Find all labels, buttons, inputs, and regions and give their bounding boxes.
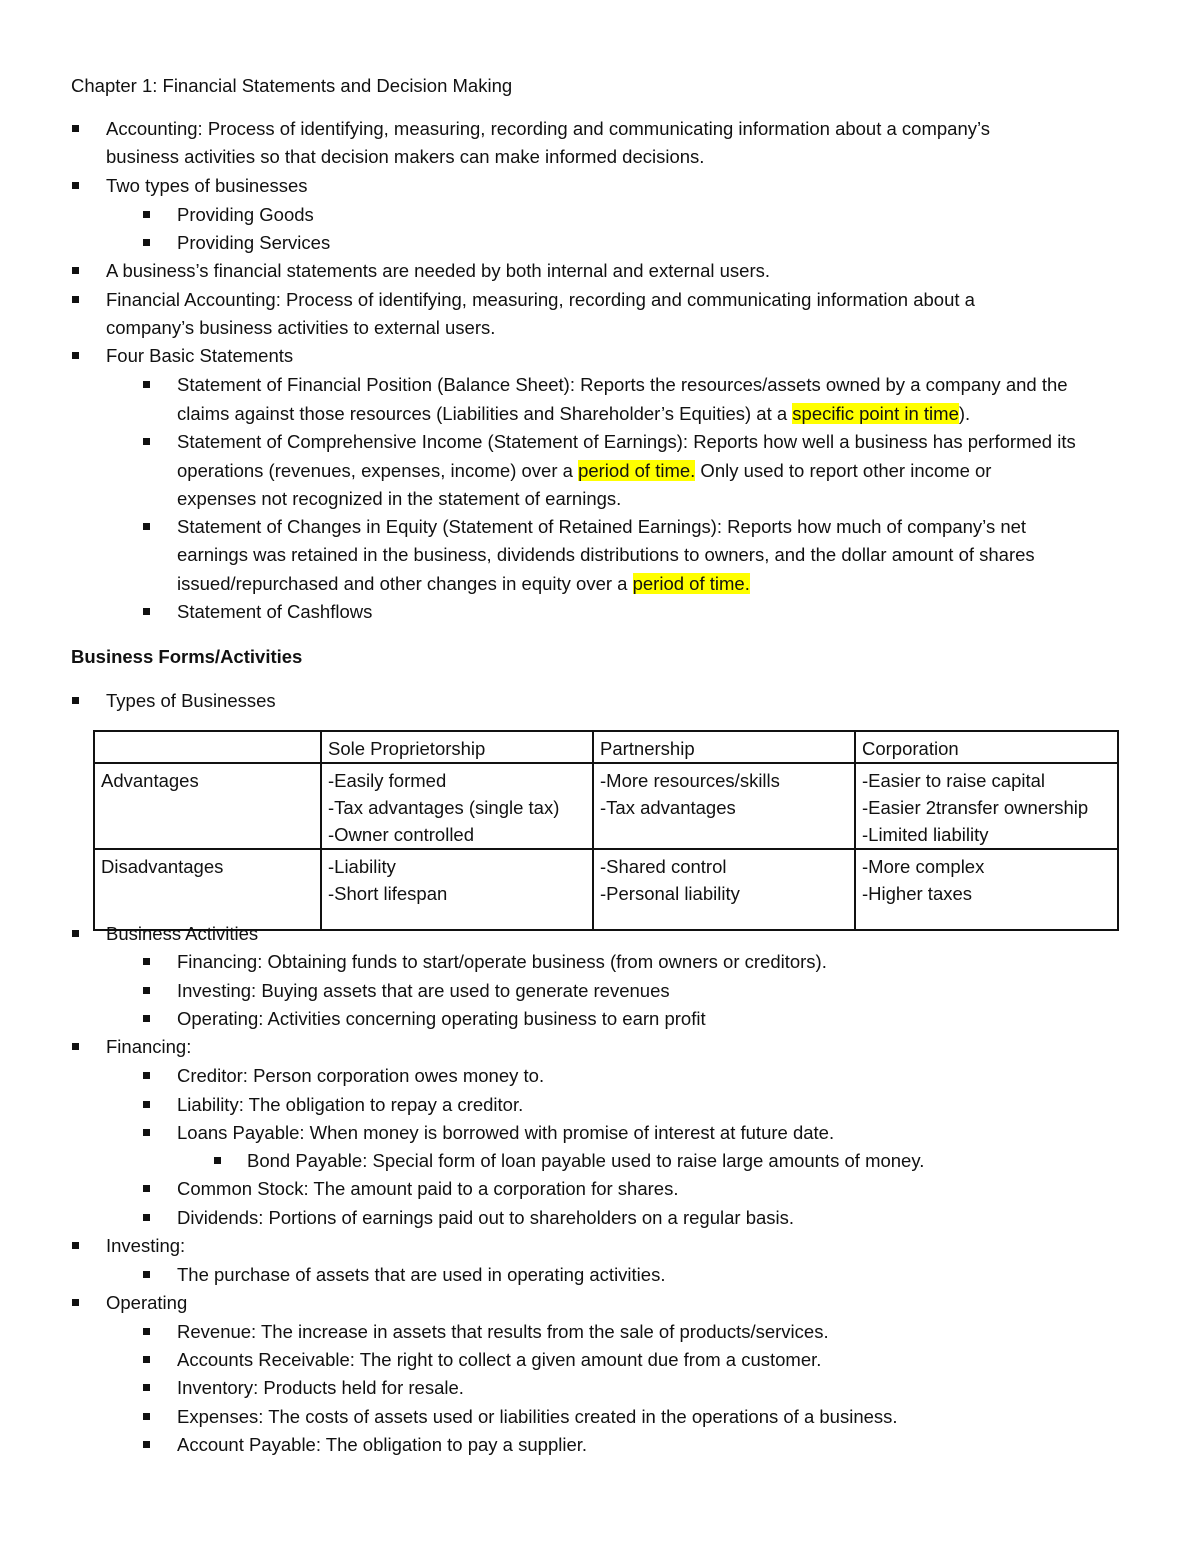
- cell-line: -More resources/skills: [600, 770, 780, 791]
- bullet-icon: [143, 381, 150, 388]
- table-row: [94, 849, 1118, 930]
- bullet-operating: Operating: [106, 1292, 188, 1313]
- bullet-icon: [143, 1185, 150, 1192]
- section-heading: Business Forms/Activities: [71, 646, 303, 667]
- operating-expenses: Expenses: The costs of assets used or liabilities created in the operations of a business.: [177, 1406, 898, 1427]
- financing-dividends: Dividends: Portions of earnings paid out to shareholders on a regular basis.: [177, 1207, 795, 1228]
- bullet-icon: [143, 1441, 150, 1448]
- bullet-investing: Investing:: [106, 1235, 186, 1256]
- bullet-icon: [143, 1384, 150, 1391]
- statement-cashflows: Statement of Cashflows: [177, 601, 373, 622]
- table-header-cell: Sole Proprietorship: [321, 731, 593, 763]
- bullet-icon: [72, 697, 79, 704]
- investing-purchase: The purchase of assets that are used in operating activities.: [177, 1264, 666, 1285]
- financing-creditor: Creditor: Person corporation owes money to.: [177, 1065, 545, 1086]
- bullet-icon: [143, 1129, 150, 1136]
- bullet-icon: [72, 352, 79, 359]
- cell-line: -Higher taxes: [862, 883, 973, 904]
- bullet-icon: [72, 930, 79, 937]
- statement-equity-line1: Statement of Changes in Equity (Statement of Retained Earnings): Reports how much of company’s net: [177, 516, 1027, 537]
- bullet-icon: [72, 1242, 79, 1249]
- statement-income-line3: expenses not recognized in the statement of earnings.: [177, 488, 622, 509]
- table-row: [94, 763, 1118, 849]
- operating-accounts-receivable: Accounts Receivable: The right to collect a given amount due from a customer.: [177, 1349, 822, 1370]
- sub-bullet-services: Providing Services: [177, 232, 331, 253]
- activity-investing: Investing: Buying assets that are used to generate revenues: [177, 980, 670, 1001]
- bullet-icon: [143, 1015, 150, 1022]
- bullet-icon: [143, 1356, 150, 1363]
- bullet-icon: [143, 958, 150, 965]
- bullet-icon: [72, 182, 79, 189]
- statement-income-line2: operations (revenues, expenses, income) over a period of time. Only used to report other income or: [177, 460, 992, 481]
- cell-line: -Liability: [328, 856, 396, 877]
- statement-financial-position-line2: claims against those resources (Liabilities and Shareholder’s Equities) at a specific point in time).: [177, 403, 971, 424]
- bullet-icon: [143, 1101, 150, 1108]
- operating-inventory: Inventory: Products held for resale.: [177, 1377, 464, 1398]
- bullet-financing: Financing:: [106, 1036, 192, 1057]
- financing-liability: Liability: The obligation to repay a creditor.: [177, 1094, 524, 1115]
- bullet-icon: [143, 1271, 150, 1278]
- cell-line: -Owner controlled: [328, 824, 475, 845]
- table-header-cell: Corporation: [855, 731, 1118, 763]
- financing-bond-payable: Bond Payable: Special form of loan payable used to raise large amounts of money.: [247, 1150, 925, 1171]
- table-header-cell: Partnership: [593, 731, 855, 763]
- cell-line: -Easier 2transfer ownership: [862, 797, 1089, 818]
- bullet-icon: [143, 608, 150, 615]
- bullet-icon: [72, 125, 79, 132]
- bullet-icon: [143, 523, 150, 530]
- bullet-icon: [143, 1214, 150, 1221]
- table-cell: [321, 763, 593, 849]
- table-header-row: [94, 731, 1118, 763]
- cell-line: -Easily formed: [328, 770, 447, 791]
- sub-bullet-goods: Providing Goods: [177, 204, 314, 225]
- cell-line: -Tax advantages (single tax): [328, 797, 560, 818]
- cell-line: -Personal liability: [600, 883, 740, 904]
- table-cell: [855, 763, 1118, 849]
- table-cell: [855, 849, 1118, 930]
- cell-line: -Limited liability: [862, 824, 989, 845]
- activity-operating: Operating: Activities concerning operating business to earn profit: [177, 1008, 706, 1029]
- table-cell: [593, 763, 855, 849]
- table-cell: [321, 849, 593, 930]
- financing-loans-payable: Loans Payable: When money is borrowed with promise of interest at future date.: [177, 1122, 835, 1143]
- statement-equity-line3: issued/repurchased and other changes in equity over a period of time.: [177, 573, 750, 594]
- bullet-types-of-businesses: Types of Businesses: [106, 690, 276, 711]
- highlight: specific point in time: [792, 403, 959, 424]
- bullet-icon: [143, 1328, 150, 1335]
- row-label: Advantages: [94, 763, 321, 849]
- bullet-icon: [143, 987, 150, 994]
- table-header-cell: [94, 731, 321, 763]
- bullet-accounting-line1: Accounting: Process of identifying, measuring, recording and communicating information about a company’s: [106, 118, 991, 139]
- cell-line: -Short lifespan: [328, 883, 448, 904]
- bullet-icon: [143, 438, 150, 445]
- financing-common-stock: Common Stock: The amount paid to a corporation for shares.: [177, 1178, 679, 1199]
- highlight: period of time.: [632, 573, 750, 594]
- cell-line: -Tax advantages: [600, 797, 736, 818]
- chapter-title: Chapter 1: Financial Statements and Decision Making: [71, 75, 513, 96]
- bullet-users: A business’s financial statements are needed by both internal and external users.: [106, 260, 771, 281]
- bullet-icon: [143, 211, 150, 218]
- row-label: Disadvantages: [94, 849, 321, 930]
- bullet-icon: [72, 267, 79, 274]
- cell-line: -Easier to raise capital: [862, 770, 1046, 791]
- bullet-icon: [143, 1413, 150, 1420]
- bullet-icon: [214, 1157, 221, 1164]
- cell-line: -Shared control: [600, 856, 727, 877]
- statement-financial-position-line1: Statement of Financial Position (Balance Sheet): Reports the resources/assets owned by a company and the: [177, 374, 1068, 395]
- bullet-accounting-line2: business activities so that decision makers can make informed decisions.: [106, 146, 705, 167]
- bullet-icon: [72, 1043, 79, 1050]
- bullet-icon: [143, 1072, 150, 1079]
- bullet-four-statements: Four Basic Statements: [106, 345, 294, 366]
- highlight: period of time.: [578, 460, 696, 481]
- bullet-financial-accounting-line1: Financial Accounting: Process of identifying, measuring, recording and communicating information about a: [106, 289, 975, 310]
- operating-revenue: Revenue: The increase in assets that results from the sale of products/services.: [177, 1321, 829, 1342]
- bullet-icon: [72, 296, 79, 303]
- statement-equity-line2: earnings was retained in the business, dividends distributions to owners, and the dollar amount of shares: [177, 544, 1035, 565]
- bullet-icon: [143, 239, 150, 246]
- business-types-table: [93, 730, 1119, 931]
- cell-line: -More complex: [862, 856, 985, 877]
- bullet-business-activities: Business Activities: [106, 923, 259, 944]
- activity-financing: Financing: Obtaining funds to start/operate business (from owners or creditors).: [177, 951, 827, 972]
- bullet-two-types: Two types of businesses: [106, 175, 308, 196]
- operating-account-payable: Account Payable: The obligation to pay a supplier.: [177, 1434, 588, 1455]
- bullet-financial-accounting-line2: company’s business activities to external users.: [106, 317, 496, 338]
- bullet-icon: [72, 1299, 79, 1306]
- table-cell: [593, 849, 855, 930]
- statement-income-line1: Statement of Comprehensive Income (Statement of Earnings): Reports how well a business has performed its: [177, 431, 1076, 452]
